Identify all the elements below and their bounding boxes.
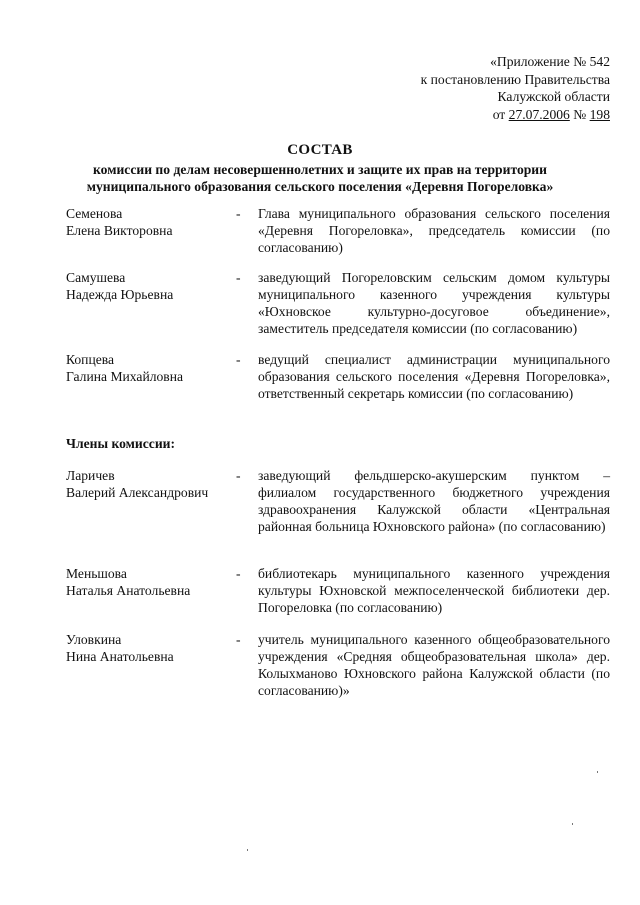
scan-speck <box>247 849 248 851</box>
document-subtitle: комиссии по делам несовершеннолетних и защите их прав на территории муниципального образования сельского поселения «Деревня Погореловка» <box>86 162 554 194</box>
person-role: библиотекарь муниципального казенного учреждения культуры Юхновской межпоселенческой библиотеки дер. Погореловка (по согласованию) <box>258 566 610 615</box>
region-name: Калужской области <box>497 89 610 104</box>
person-role: Глава муниципального образования сельского поселения «Деревня Погореловка», председатель комиссии (по согласованию) <box>258 206 610 255</box>
title-block <box>0 140 640 195</box>
scan-speck <box>572 823 573 825</box>
appendix-number: «Приложение № 542 <box>490 54 610 69</box>
person-name: Уловкина Нина Анатольевна <box>66 632 174 664</box>
dash-separator: - <box>236 566 241 581</box>
resolution-date-line: от 27.07.2006 № 198 <box>492 106 610 122</box>
person-name: Самушева Надежда Юрьевна <box>66 270 174 302</box>
dash-separator: - <box>236 352 241 367</box>
person-name: Семенова Елена Викторовна <box>66 206 173 238</box>
dash-separator: - <box>236 270 241 285</box>
document-title: СОСТАВ <box>287 142 353 158</box>
person-role: заведующий Погореловским сельским домом культуры муниципального казенного учреждения культуры «Юхновское культурно-досуговое объединение», заместитель председателя комиссии (по согласованию) <box>258 270 610 336</box>
person-role: заведующий фельдшерско-акушерским пунктом – филиалом государственного бюджетного учреждения здравоохранения Калужской области «Центральная районная больница Юхновского района» (по согласованию) <box>258 468 610 534</box>
person-role: ведущий специалист администрации муниципального образования сельского поселения «Деревня Погореловка», ответственный секретарь комиссии (по согласованию) <box>258 352 610 401</box>
dash-separator: - <box>236 468 241 483</box>
scan-speck <box>597 771 598 773</box>
document-header <box>421 53 610 123</box>
resolution-number: 198 <box>589 106 610 122</box>
person-name: Ларичев Валерий Александрович <box>66 468 209 500</box>
dash-separator: - <box>236 632 241 647</box>
resolution-date: 27.07.2006 <box>508 106 570 122</box>
person-name: Меньшова Наталья Анатольевна <box>66 566 191 598</box>
resolution-reference: к постановлению Правительства <box>420 71 610 87</box>
dash-separator: - <box>236 206 241 221</box>
members-heading: Члены комиссии: <box>66 436 176 451</box>
person-name: Копцева Галина Михайловна <box>66 352 184 384</box>
person-role: учитель муниципального казенного общеобразовательного учреждения «Средняя общеобразовательная школа» дер. Колыхманово Юхновского района Калужской области (по согласованию)» <box>258 632 610 698</box>
